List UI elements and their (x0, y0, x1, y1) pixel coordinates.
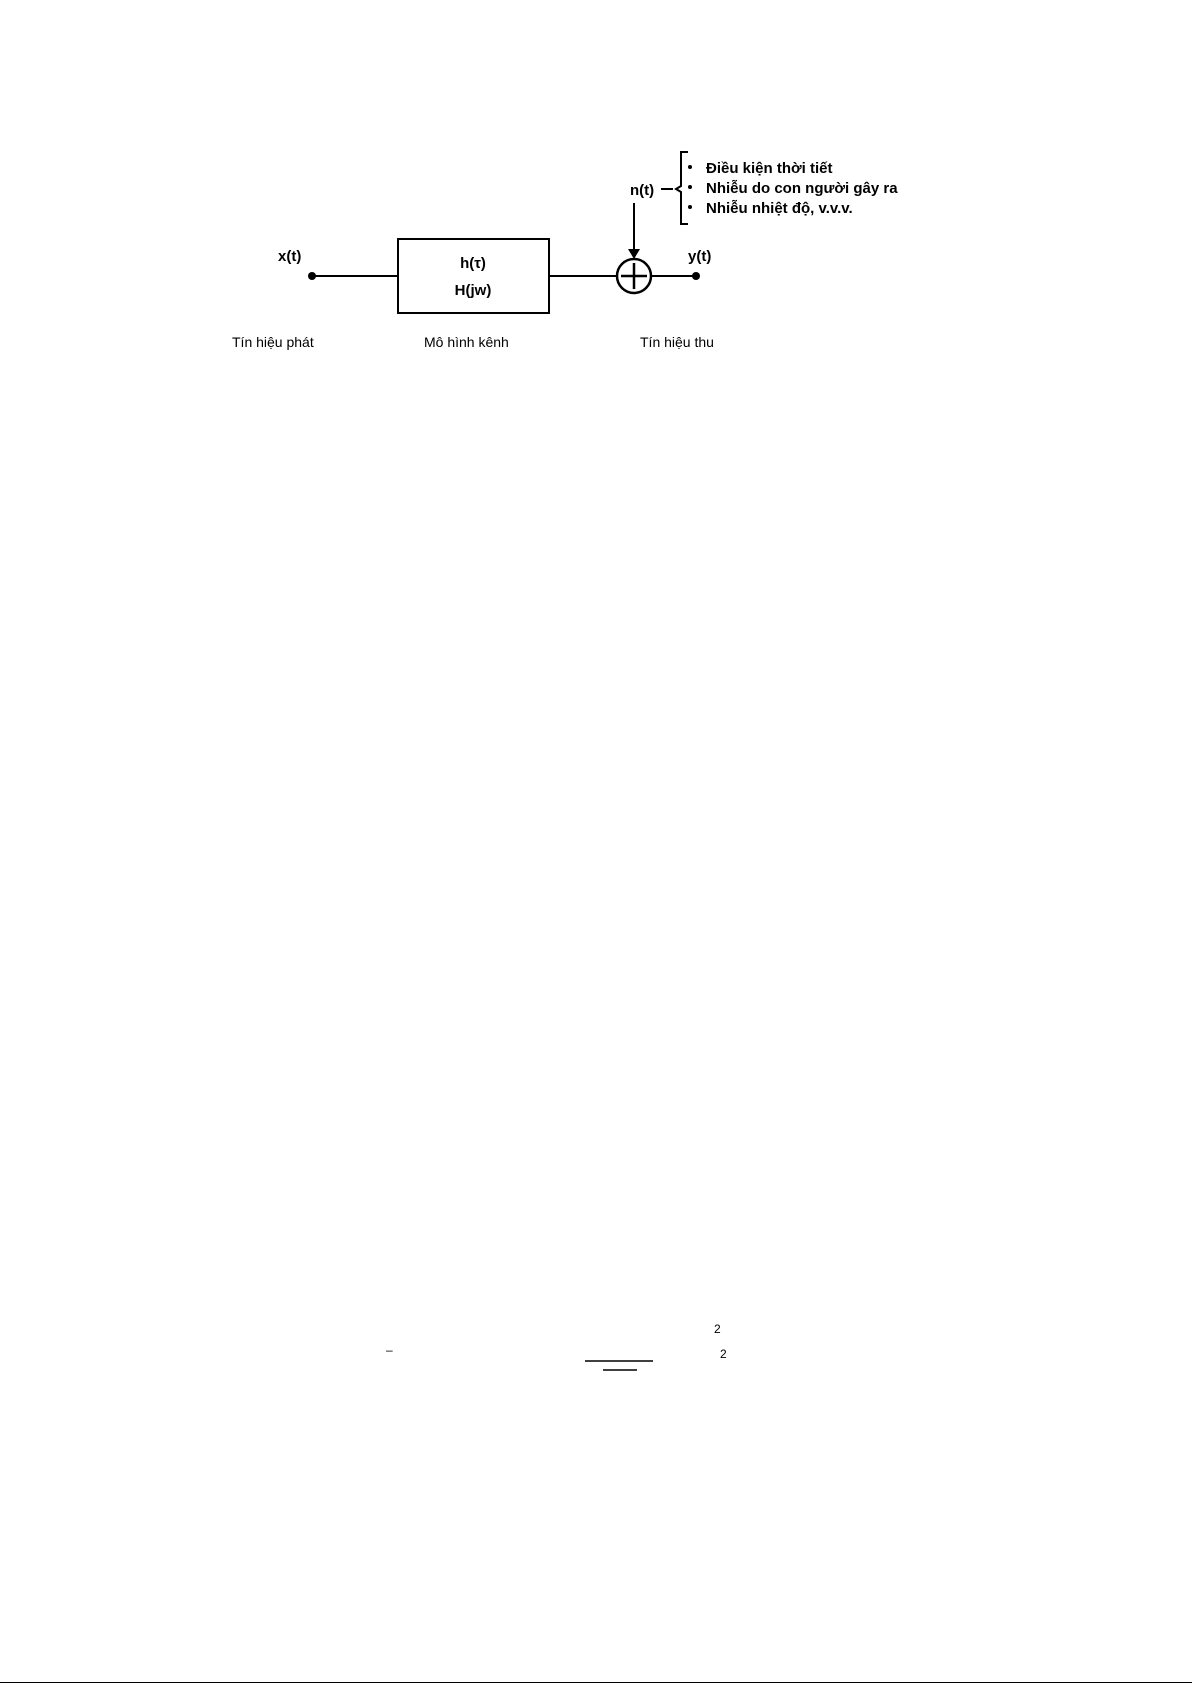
page-bottom-rule (0, 1682, 1192, 1683)
input-signal-label: x(t) (278, 248, 302, 265)
noise-sources-bracket-icon (676, 152, 688, 224)
formula-minus: – (386, 1343, 393, 1357)
noise-sources-list (688, 160, 898, 217)
output-node-dot (692, 272, 700, 280)
noise-source-item: Nhiễu do con người gây ra (706, 180, 898, 197)
noise-source-item: Nhiễu nhiệt độ, v.v.v. (706, 200, 853, 217)
bullet-icon (688, 205, 692, 209)
bullet-icon (688, 165, 692, 169)
channel-impulse-response: h(τ) (460, 255, 486, 272)
channel-transfer-function: H(jw) (454, 282, 492, 299)
channel-caption: Mô hình kênh (424, 334, 509, 350)
formula-fragments (386, 1322, 727, 1370)
output-caption: Tín hiệu thu (640, 334, 714, 350)
noise-label: n(t) (630, 182, 655, 199)
channel-block (398, 239, 549, 313)
formula-superscript: 2 (714, 1322, 721, 1336)
noise-source-item: Điều kiện thời tiết (706, 160, 833, 177)
noise-arrowhead-icon (628, 249, 640, 259)
input-caption: Tín hiệu phát (232, 334, 314, 350)
bullet-icon (688, 185, 692, 189)
formula-superscript: 2 (720, 1347, 727, 1361)
output-signal-label: y(t) (688, 248, 712, 265)
summing-junction (617, 259, 651, 293)
